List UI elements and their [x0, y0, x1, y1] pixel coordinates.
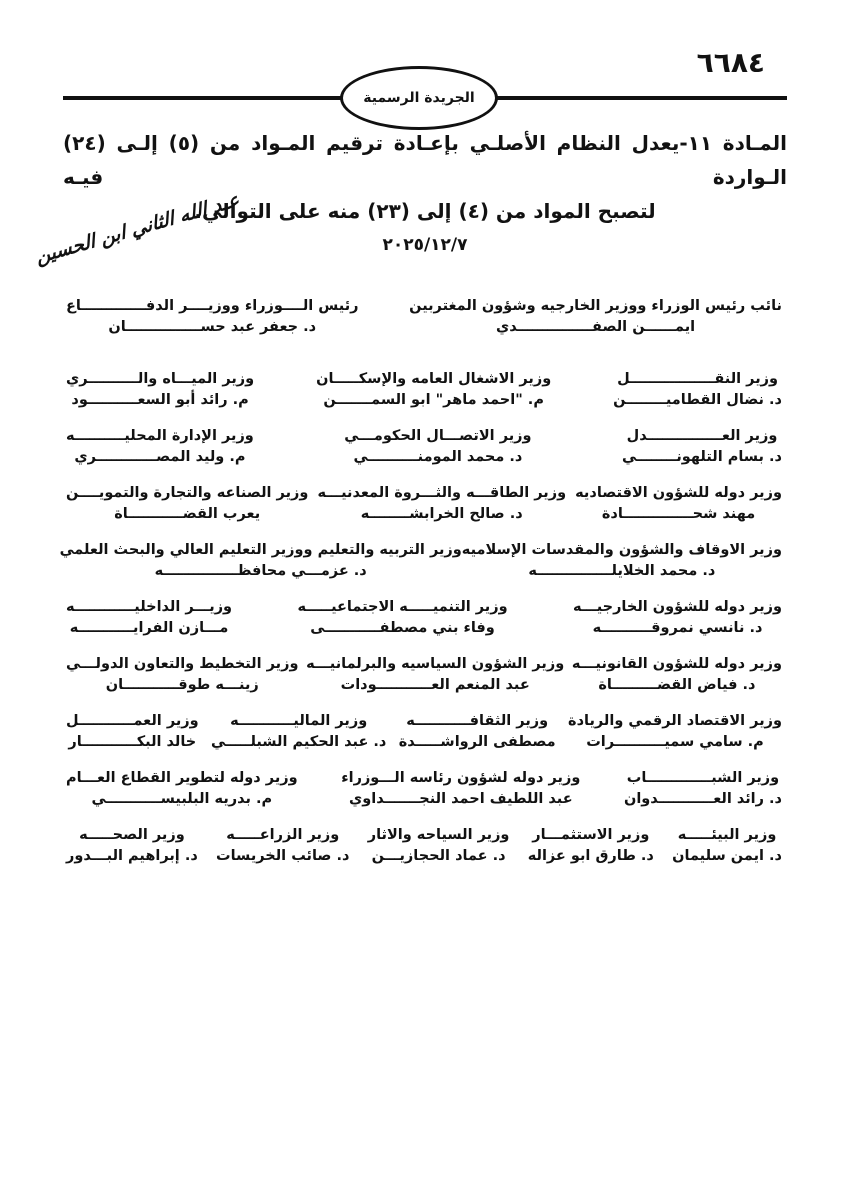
minister-entry — [66, 296, 359, 338]
minister-entry — [66, 654, 298, 696]
minister-name: د. محمد الخلايلـــــــــــــــه — [528, 563, 716, 579]
minister-name: د. نانسي نمروقــــــــــه — [592, 620, 763, 636]
minister-entry — [216, 825, 349, 867]
minister-title: وزير الماليـــــــــــه — [230, 713, 368, 729]
minister-title: وزير الميـــاه والــــــــــري — [66, 371, 255, 387]
minister-entry — [622, 426, 782, 468]
ministers-row — [66, 369, 782, 426]
minister-name: يعرب القضـــــــــــاة — [114, 506, 261, 522]
minister-name: د. عزمـــي محافظـــــــــــــــه — [154, 563, 367, 579]
royal-signature: عبد الله الثاني ابن الحسين — [34, 188, 241, 269]
minister-title: وزير الزراعـــــه — [226, 827, 340, 843]
minister-title: وزير البيئـــــه — [677, 827, 777, 843]
minister-name: د. ايمن سليمان — [672, 848, 782, 864]
minister-title: وزير دوله للشؤون القانونيـــه — [571, 656, 782, 672]
minister-title: وزير التنميـــــه الاجتماعيـــــه — [297, 599, 508, 615]
ministers-row — [66, 711, 782, 768]
minister-entry — [344, 426, 531, 468]
gazette-title: الجريدة الرسمية — [363, 90, 475, 106]
ministers-row — [66, 296, 782, 353]
minister-title: وزير دوله لشؤون رئاسه الـــوزراء — [341, 770, 581, 786]
minister-name: م. سامي سميــــــــــرات — [586, 734, 764, 750]
minister-entry — [462, 540, 782, 582]
minister-name: زينـــه طوقـــــــــــان — [105, 677, 259, 693]
minister-title: وزير دوله للشؤون الاقتصاديه — [575, 485, 782, 501]
ministers-signature-block — [59, 296, 782, 882]
minister-name: د. محمد المومنــــــــــي — [353, 449, 523, 465]
minister-entry — [211, 711, 386, 753]
minister-title: وزير الشبـــــــــــــاب — [626, 770, 780, 786]
minister-entry — [672, 825, 782, 867]
minister-entry — [399, 711, 556, 753]
minister-entry — [66, 369, 254, 411]
gazette-oval-stamp — [340, 66, 498, 130]
minister-title: وزير الطاقـــه والثـــروة المعدنيـــه — [317, 485, 567, 501]
minister-entry — [568, 711, 782, 753]
minister-name: م. "احمد ماهر" ابو السمـــــــن — [323, 392, 544, 408]
minister-name: د. طارق ابو عزاله — [527, 848, 654, 864]
article-11-text — [34, 126, 787, 269]
minister-name: د. عبد الحكيم الشبلـــــي — [211, 734, 387, 750]
minister-entry — [298, 597, 508, 639]
minister-title: رئيس الــــوزراء ووزيــــر الدفـــــــــــــاع — [66, 298, 359, 314]
article-line-1: المـادة ١١-يعدل النظام الأصلـي بإعـادة ترقيم المـواد من (٥) إلـى (٢٤) الـواردة فيـه — [63, 131, 787, 189]
minister-title: وزير الاستثمـــار — [532, 827, 650, 843]
minister-entry — [368, 825, 510, 867]
minister-title: وزير السياحه والاثار — [367, 827, 510, 843]
minister-name: د. صائب الخريسات — [216, 848, 350, 864]
minister-entry — [573, 597, 782, 639]
ministers-row — [66, 483, 782, 540]
minister-name: د. نضال القطاميــــــــن — [613, 392, 782, 408]
minister-entry — [572, 654, 782, 696]
ministers-row — [66, 654, 782, 711]
minister-title: وزير الاقتصاد الرقمي والريادة — [568, 713, 782, 729]
minister-entry — [66, 426, 254, 468]
minister-title: وزير الصناعه والتجارة والتمويــــن — [66, 485, 309, 501]
minister-title: وزير دوله لتطوير القطاع العـــام — [66, 770, 298, 786]
article-line-2: لتصبح المواد من (٤) إلى (٢٣) منه على التوالي. — [194, 199, 656, 223]
minister-entry — [613, 369, 782, 411]
minister-title: وزير الإدارة المحليــــــــــه — [66, 428, 254, 444]
minister-entry — [306, 654, 564, 696]
minister-title: وزير الشؤون السياسيه والبرلمانيـــه — [306, 656, 565, 672]
minister-title: وزير التربيه والتعليم ووزير التعليم العالي والبحث العلمي — [59, 542, 462, 558]
page-number: ٦٦٨٤ — [696, 46, 765, 79]
minister-title: وزير الاشغال العامه والإسكـــــان — [316, 371, 552, 387]
minister-name: ايمــــــن الصفـــــــــــــــدي — [496, 319, 696, 335]
minister-name: م. بدريه البلبيســـــــــــي — [91, 791, 273, 807]
minister-entry — [316, 369, 551, 411]
minister-name: د. بسام التلهونــــــــي — [622, 449, 782, 465]
minister-entry — [66, 711, 199, 753]
minister-entry — [66, 768, 298, 810]
minister-title: وزير التخطيط والتعاون الدولـــي — [66, 656, 299, 672]
minister-name: خالد البكـــــــــــار — [68, 734, 197, 750]
minister-name: م. وليد المصــــــــــــري — [74, 449, 246, 465]
minister-entry — [624, 768, 782, 810]
minister-entry — [66, 825, 198, 867]
minister-title: وزير الاتصـــال الحكومـــي — [344, 428, 532, 444]
minister-title: وزير دوله للشؤون الخارجيـــه — [573, 599, 782, 615]
minister-title: وزير الاوقاف والشؤون والمقدسات الإسلاميه — [461, 542, 782, 558]
minister-name: د. فياض القضـــــــــاة — [598, 677, 756, 693]
minister-title: وزيـــر الداخليــــــــــــه — [66, 599, 233, 615]
ministers-row — [66, 597, 782, 654]
minister-name: وفاء بني مصطفـــــــــــى — [310, 620, 495, 636]
minister-entry — [409, 296, 782, 338]
minister-entry — [341, 768, 580, 810]
minister-name: د. عماد الحجازيـــن — [371, 848, 506, 864]
minister-title: وزير العمـــــــــــل — [66, 713, 199, 729]
minister-entry — [528, 825, 654, 867]
minister-name: عبد اللطيف احمد النجـــــــداوي — [348, 791, 573, 807]
minister-name: مـــازن الفرايـــــــــــه — [69, 620, 229, 636]
minister-name: د. جعفر عبد حســـــــــــــــان — [108, 319, 317, 335]
minister-name: مصطفى الرواشـــــدة — [398, 734, 556, 750]
ministers-row — [66, 825, 782, 882]
decree-date: ٢٠٢٥/١٢/٧ — [382, 235, 468, 255]
minister-name: مهند شحــــــــــــــادة — [601, 506, 756, 522]
minister-entry — [66, 483, 308, 525]
minister-entry — [60, 540, 462, 582]
ministers-row — [66, 768, 782, 825]
minister-entry — [66, 597, 232, 639]
minister-entry — [317, 483, 566, 525]
minister-title: وزير الصحـــــه — [79, 827, 185, 843]
minister-name: د. صالح الخرابشــــــــه — [360, 506, 523, 522]
minister-title: وزير النقـــــــــــــــــل — [617, 371, 778, 387]
minister-title: وزير العـــــــــــــــدل — [626, 428, 778, 444]
minister-name: د. إبراهيم البـــدور — [66, 848, 198, 864]
minister-name: د. رائد العـــــــــــدوان — [623, 791, 782, 807]
minister-name: م. رائد أبو السعــــــــــود — [71, 392, 249, 408]
minister-entry — [575, 483, 782, 525]
ministers-row — [66, 426, 782, 483]
minister-title: نائب رئيس الوزراء ووزير الخارجيه وشؤون المغتربين — [409, 298, 782, 314]
ministers-row — [59, 540, 782, 597]
minister-name: عبد المنعم العـــــــــــودات — [340, 677, 530, 693]
minister-title: وزير الثقافـــــــــــه — [406, 713, 549, 729]
